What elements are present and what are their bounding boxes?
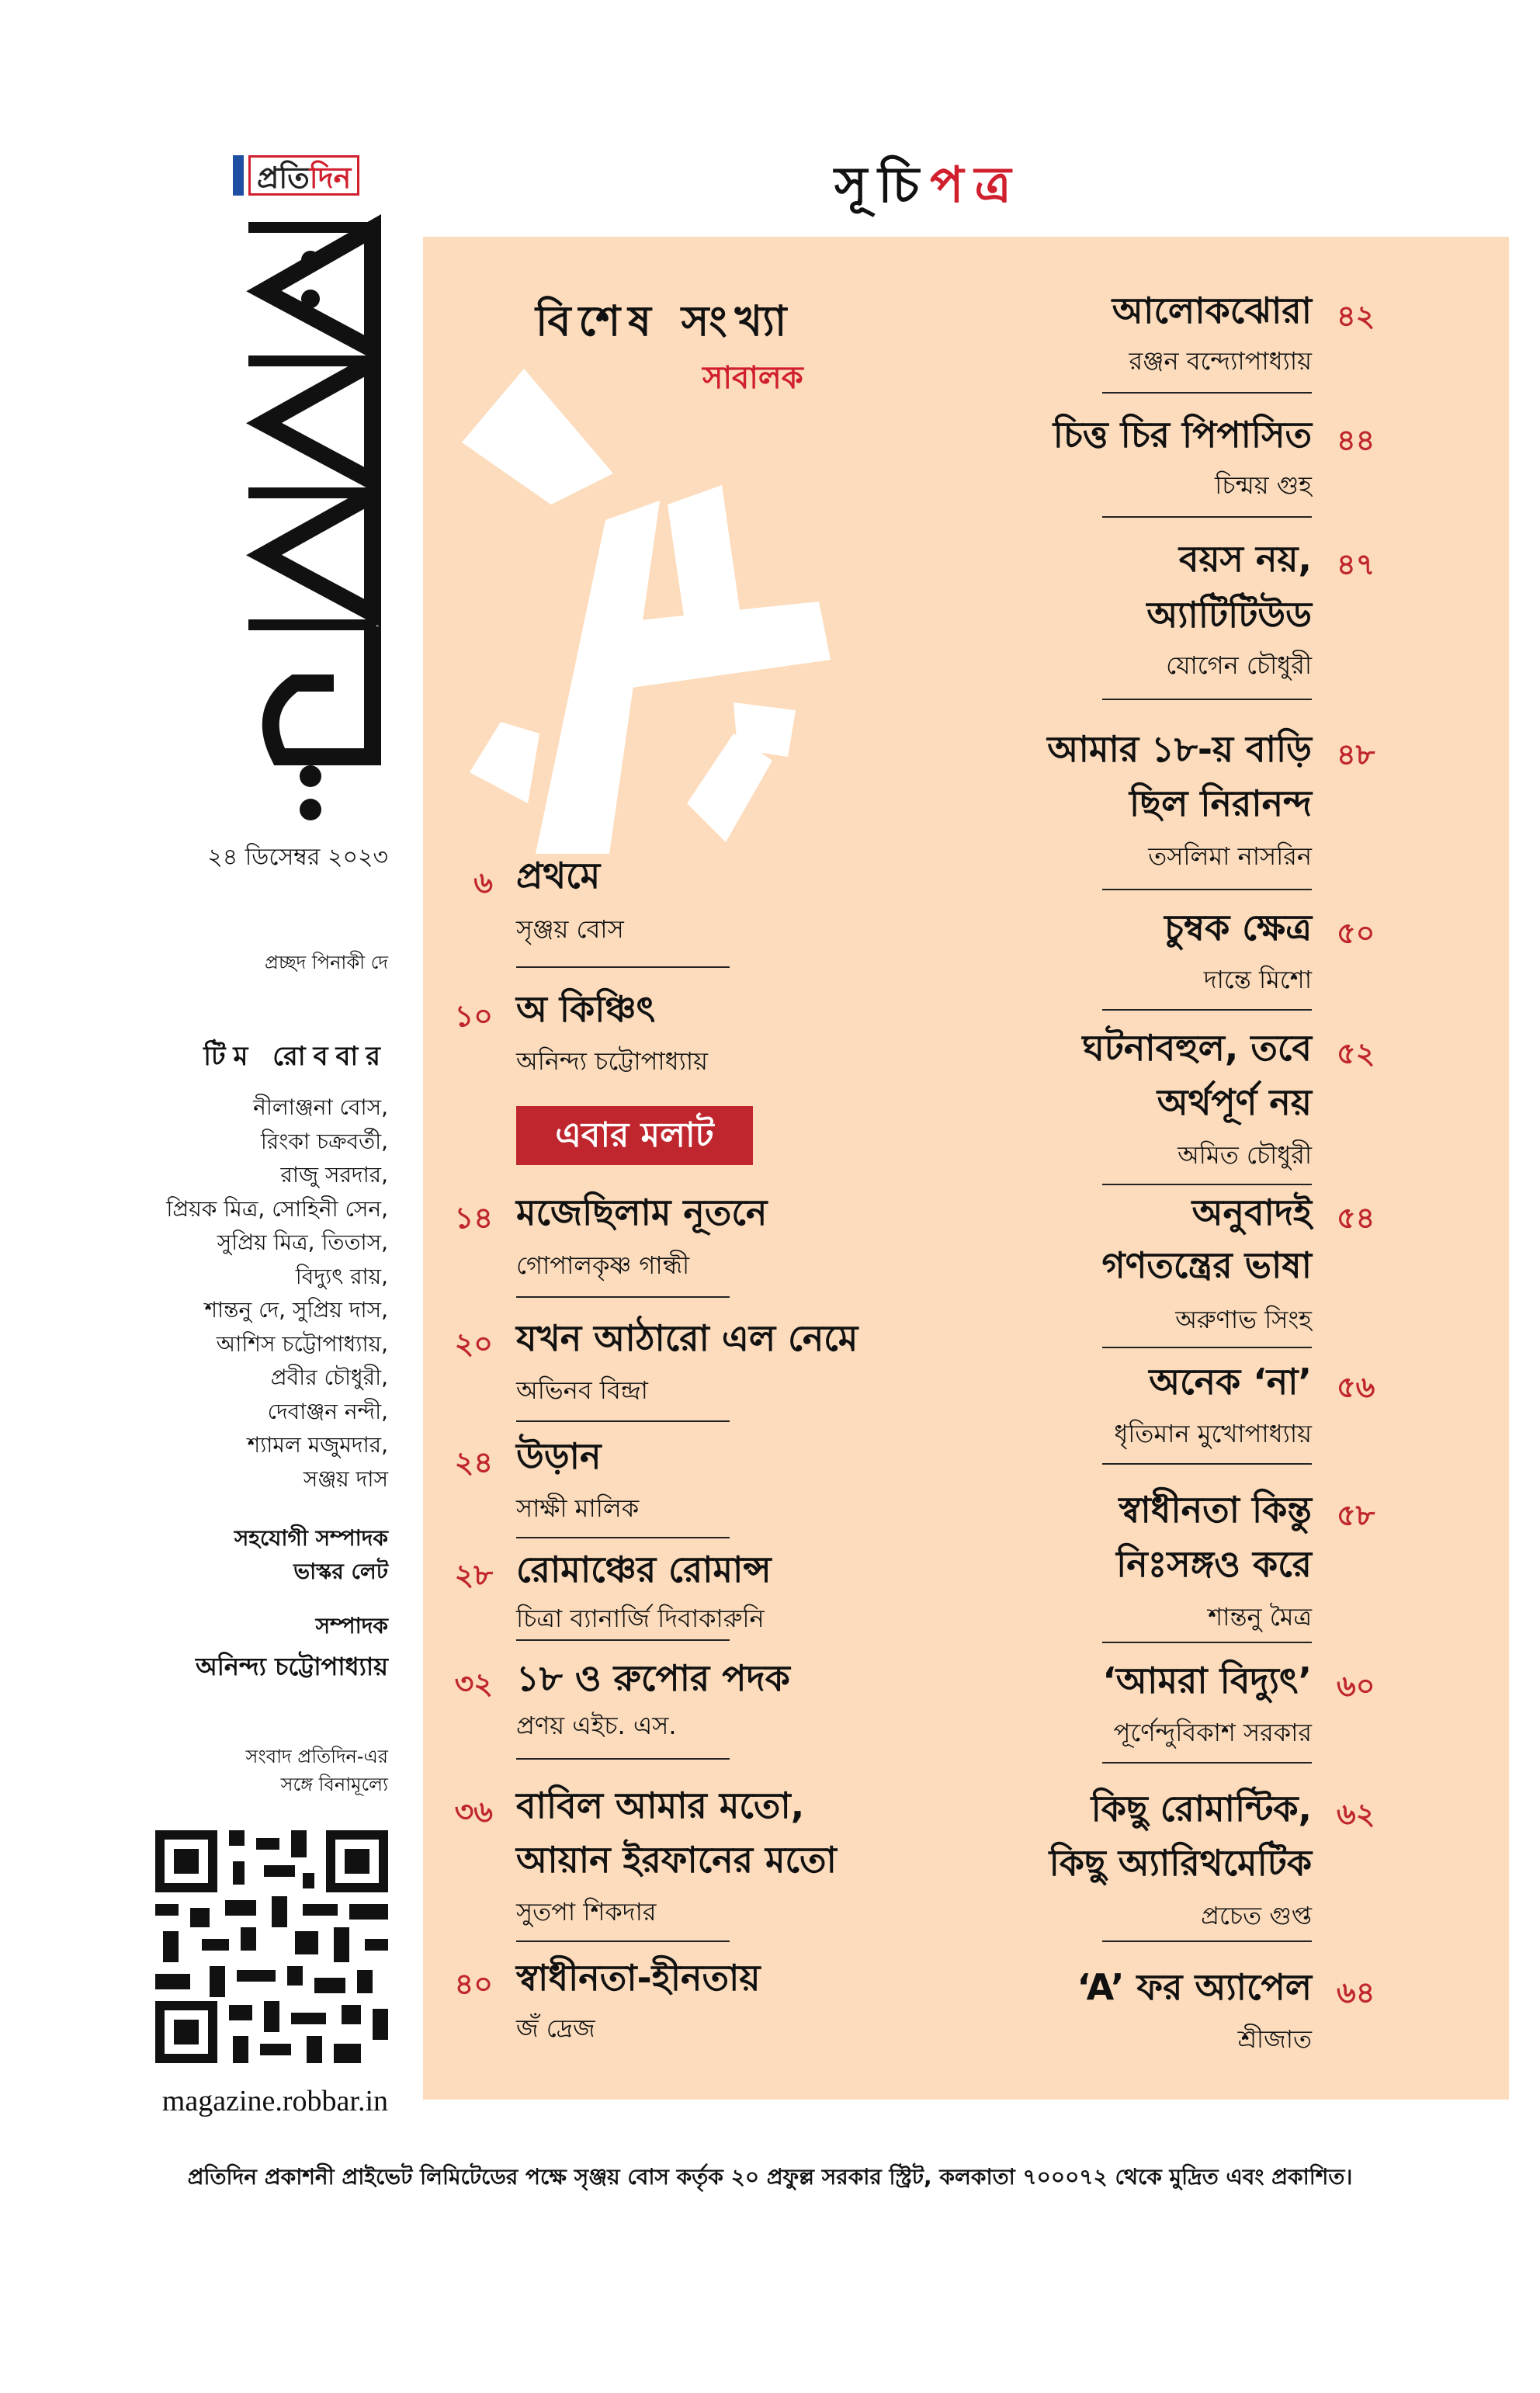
page-number: ৪৮ bbox=[1337, 737, 1375, 772]
robbar-masthead-logo bbox=[233, 213, 388, 827]
team-member: দেবাঞ্জন নন্দী, bbox=[267, 1398, 388, 1424]
page-number: ৪৪ bbox=[1337, 423, 1375, 457]
page-number: ৪৭ bbox=[1337, 547, 1375, 581]
brand-logo bbox=[233, 155, 359, 196]
editor-role: সম্পাদক bbox=[315, 1613, 388, 1639]
page-number: ৬৪ bbox=[1337, 1975, 1375, 2010]
entry-title: যখন আঠারো এল নেমে bbox=[516, 1317, 858, 1359]
page-number: ৬২ bbox=[1337, 1797, 1375, 1831]
team-member: নীলাঞ্জনা বোস, bbox=[253, 1094, 388, 1120]
page-number: ২৪ bbox=[454, 1445, 493, 1479]
page-number: ৬ bbox=[473, 865, 493, 900]
mast-glyph-3 bbox=[264, 494, 373, 613]
imprint-line: প্রতিদিন প্রকাশনী প্রাইভেট লিমিটেডের পক্ষে সৃঞ্জয় বোস কর্তৃক ২০ প্রফুল্ল সরকার স্ট্রিট, কলকাতা ৭০০০৭২ থেকে মুদ্রিত এবং প্রকাশিত। bbox=[187, 2164, 1353, 2190]
entry-title: ‘A’ ফর অ্যাপেল bbox=[1077, 1966, 1312, 2008]
entry-title: স্বাধীনতা-হীনতায় bbox=[516, 1957, 761, 1999]
page-number: ৩২ bbox=[454, 1666, 493, 1701]
entry-title: প্রথমে bbox=[516, 855, 601, 897]
entry-divider bbox=[516, 1758, 730, 1760]
team-member: রাজু সরদার, bbox=[280, 1162, 388, 1188]
brand-part1: প্রতি bbox=[257, 161, 310, 195]
free-note bbox=[155, 1743, 388, 1798]
special-issue-subheading: সাবালক bbox=[702, 360, 803, 396]
brand-bar bbox=[233, 155, 244, 196]
entry-author: অভিনব বিন্দ্রা bbox=[516, 1375, 648, 1405]
entry-divider bbox=[516, 1639, 730, 1641]
entry-divider bbox=[516, 1537, 730, 1538]
entry-author: শ্রীজাত bbox=[1237, 2024, 1312, 2054]
page-number: ৫৪ bbox=[1337, 1201, 1375, 1235]
team-list bbox=[124, 1091, 388, 1496]
page-number: ৬০ bbox=[1337, 1669, 1375, 1703]
entry-author: অরুণাভ সিংহ bbox=[1175, 1305, 1312, 1334]
entry-title: চুম্বক ক্ষেত্র bbox=[1164, 907, 1312, 949]
entry-title: বয়স নয়, bbox=[1178, 538, 1312, 580]
entry-title: উড়ান bbox=[516, 1435, 602, 1477]
team-member: প্রবীর চৌধুরী, bbox=[270, 1365, 388, 1390]
entry-divider bbox=[516, 1296, 730, 1298]
free-note-line: সঙ্গে বিনামূল্যে bbox=[280, 1774, 388, 1795]
entry-author: চিত্রা ব্যানার্জি দিবাকারুনি bbox=[516, 1604, 765, 1633]
big-number-18 bbox=[454, 369, 834, 854]
entry-title: রোমাঞ্চের রোমান্স bbox=[516, 1549, 772, 1590]
entry-title-line2: কিছু অ্যারিথমেটিক bbox=[1049, 1842, 1312, 1884]
entry-divider bbox=[516, 1940, 730, 1942]
entry-title-line2: আয়ান ইরফানের মতো bbox=[516, 1839, 837, 1881]
associate-editor-name: ভাস্কর লেট bbox=[293, 1559, 388, 1584]
entry-divider bbox=[516, 966, 730, 968]
entry-title: স্বাধীনতা কিন্তু bbox=[1119, 1489, 1312, 1531]
page-number: ২০ bbox=[454, 1327, 493, 1361]
editor-name: অনিন্দ্য চট্টোপাধ্যায় bbox=[196, 1652, 388, 1681]
entry-author: অনিন্দ্য চট্টোপাধ্যায় bbox=[516, 1046, 709, 1076]
entry-title: অনেক ‘না’ bbox=[1149, 1361, 1312, 1403]
team-member: সঞ্জয় দাস bbox=[303, 1465, 388, 1492]
free-note-line: সংবাদ প্রতিদিন-এর bbox=[245, 1746, 388, 1767]
entry-title: অনুবাদই bbox=[1191, 1191, 1312, 1233]
page-number: ৫০ bbox=[1337, 916, 1375, 950]
entry-title: কিছু রোমান্টিক, bbox=[1091, 1788, 1312, 1829]
entry-divider bbox=[1102, 1940, 1312, 1942]
website-link[interactable]: magazine.robbar.in bbox=[161, 2085, 388, 2117]
brand-text bbox=[248, 155, 359, 196]
entry-author: তসলিমা নাসরিন bbox=[1148, 841, 1312, 871]
entry-title: ঘটনাবহুল, তবে bbox=[1082, 1027, 1312, 1069]
entry-author: ধৃতিমান মুখোপাধ্যায় bbox=[1114, 1419, 1312, 1448]
team-member: রিংকা চক্রবর্তী, bbox=[260, 1128, 388, 1154]
entry-author: সুতপা শিকদার bbox=[516, 1897, 657, 1927]
team-heading: টিম রোববার bbox=[203, 1041, 388, 1072]
toc-title-part1: সূচি bbox=[834, 157, 931, 214]
entry-author: রঞ্জন বন্দ্যোপাধ্যায় bbox=[1129, 346, 1312, 376]
entry-divider bbox=[1102, 1642, 1312, 1643]
mast-glyph-1 bbox=[264, 229, 373, 349]
entry-divider bbox=[1102, 1762, 1312, 1764]
team-member: সুপ্রিয় মিত্র, তিতাস, bbox=[217, 1229, 388, 1255]
cover-section-label: এবার মলাট bbox=[516, 1106, 753, 1165]
cover-credit: প্রচ্ছদ পিনাকী দে bbox=[265, 952, 388, 973]
page-number: ২৮ bbox=[454, 1558, 493, 1592]
page-number: ৫৬ bbox=[1337, 1370, 1375, 1404]
entry-author: প্রচেত গুপ্ত bbox=[1201, 1901, 1312, 1930]
team-member: প্রিয়ক মিত্র, সোহিনী সেন, bbox=[166, 1195, 388, 1222]
entry-author: গোপালকৃষ্ণ গান্ধী bbox=[516, 1250, 690, 1280]
entry-title: আলোকঝোরা bbox=[1112, 290, 1312, 331]
toc-title-part2: পত্র bbox=[930, 157, 1022, 214]
page-number: ১০ bbox=[454, 999, 493, 1033]
mast-glyph-4 bbox=[271, 626, 373, 757]
entry-title: চিত্ত চির পিপাসিত bbox=[1053, 414, 1312, 456]
entry-divider bbox=[1102, 1463, 1312, 1465]
team-member: বিদ্যুৎ রায়, bbox=[295, 1263, 388, 1289]
entry-divider bbox=[1102, 1347, 1312, 1348]
entry-author: জঁ দ্রেজ bbox=[516, 2013, 595, 2043]
entry-author: সাক্ষী মালিক bbox=[516, 1493, 640, 1523]
entry-title: ১৮ ও রুপোর পদক bbox=[516, 1657, 790, 1699]
entry-title: অ কিঞ্চিৎ bbox=[516, 988, 656, 1030]
entry-author: সৃঞ্জয় বোস bbox=[516, 914, 624, 944]
entry-title: আমার ১৮-য় বাড়ি bbox=[1047, 728, 1312, 770]
toc-title bbox=[834, 147, 1022, 231]
entry-author: পূর্ণেন্দুবিকাশ সরকার bbox=[1113, 1718, 1312, 1747]
entry-divider bbox=[1102, 1184, 1312, 1185]
entry-author: যোগেন চৌধুরী bbox=[1166, 650, 1312, 680]
entry-divider bbox=[1102, 699, 1312, 700]
entry-title-line2: ছিল নিরানন্দ bbox=[1129, 782, 1312, 824]
associate-editor-role: সহযোগী সম্পাদক bbox=[234, 1525, 388, 1551]
brand-part2: দিন bbox=[309, 161, 352, 195]
entry-divider bbox=[1102, 392, 1312, 394]
issue-date: ২৪ ডিসেম্বর ২০২৩ bbox=[207, 844, 388, 871]
team-member: শ্যামল মজুমদার, bbox=[247, 1432, 388, 1458]
entry-title-line2: নিঃসঙ্গও করে bbox=[1116, 1543, 1312, 1585]
qr-code-icon[interactable] bbox=[155, 1830, 388, 2063]
page-number: ৩৬ bbox=[454, 1795, 493, 1829]
page-number: ৫৮ bbox=[1337, 1498, 1375, 1532]
entry-author: অমিত চৌধুরী bbox=[1178, 1140, 1312, 1170]
entry-divider bbox=[1102, 889, 1312, 890]
page-number: ৪০ bbox=[454, 1967, 493, 2001]
team-member: শান্তনু দে, সুপ্রিয় দাস, bbox=[204, 1297, 388, 1323]
team-member: আশিস চট্টোপাধ্যায়, bbox=[216, 1330, 388, 1357]
entry-divider bbox=[1102, 1009, 1312, 1011]
entry-title-line2: গণতন্ত্রের ভাষা bbox=[1101, 1244, 1312, 1286]
entry-title-line2: অর্থপূর্ণ নয় bbox=[1157, 1081, 1312, 1123]
entry-title: ‘আমরা বিদ্যুৎ’ bbox=[1102, 1659, 1312, 1701]
entry-author: শান্তনু মৈত্র bbox=[1208, 1602, 1312, 1632]
entry-title: বাবিল আমার মতো, bbox=[516, 1784, 805, 1826]
mast-glyph-2 bbox=[264, 362, 373, 481]
page-number: ১৪ bbox=[454, 1201, 493, 1235]
entry-divider bbox=[516, 1420, 730, 1422]
entry-title: মজেছিলাম নূতনে bbox=[516, 1191, 768, 1233]
big-number-text: ১৮ bbox=[639, 840, 650, 848]
entry-author: চিন্ময় গুহ bbox=[1215, 470, 1312, 500]
entry-author: দান্তে মিশো bbox=[1203, 965, 1312, 994]
entry-divider bbox=[1102, 516, 1312, 518]
entry-author: প্রণয় এইচ. এস. bbox=[516, 1711, 677, 1740]
page-number: ৪২ bbox=[1337, 299, 1375, 333]
entry-title-line2: অ্যাটিটিউড bbox=[1146, 594, 1312, 636]
page-number: ৫২ bbox=[1337, 1036, 1375, 1070]
special-issue-heading: বিশেষ সংখ্যা bbox=[536, 297, 795, 345]
